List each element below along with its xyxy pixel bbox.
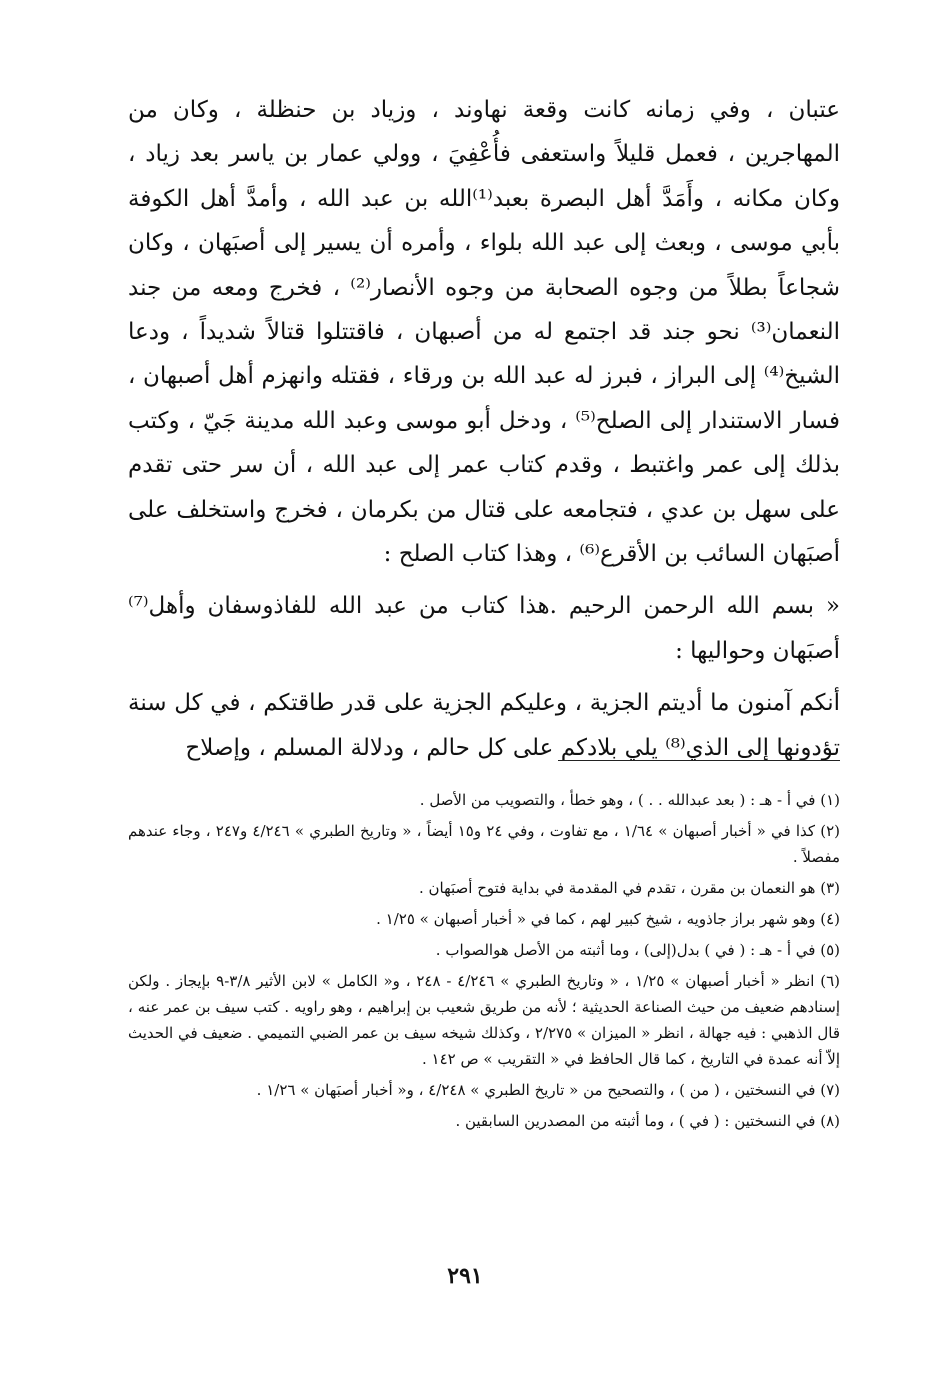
- footnote-5: (٥) في أ - هـ : ( في ) بدل(إلى) ، وما أثبته من الأصل هوالصواب .: [435, 941, 840, 959]
- footnote-7: (٧) في النسختين ، ( من ) ، والتصحيح من « تاريخ الطبري » ٤/٢٤٨ ، و« أخبار أصبَهان » ١/٢٦ .: [256, 1081, 840, 1099]
- footnotes: [128, 787, 840, 1139]
- footnote-6: (٦) انظر « أخبار أصبهان » ١/٢٥ ، « وتاريخ الطبري » ٤/٢٤٦ - ٢٤٨ ، و« الكامل » لابن الأثير ٣/٨-٩ بإيجاز . ولكن إسنادهم ضعيف من حيث الصناعة الحديثية ؛ لأنه من طريق شعيب بن إبراهيم ، وهو راويه . كتب سيف بن عمر عنه ، قال الذهبي : فيه جهالة ، انظر « الميزان » ٢/٢٧٥ ، وكذلك شيخه سيف بن عمر الضبي التميمي . ضعيف في الحديث إلاّ أنه عمدة في التاريخ ، كما قال الحافظ في « التقريب » ص ١٤٢ .: [128, 972, 841, 1068]
- letter-body: أنكم آمنون ما أديتم الجزية ، وعليكم الجزية على قدر طاقتكم ، في كل سنة تؤدونها إلى الذي⁽⁸⁾ يلي بلادكم على كل حالم ، ودلالة المسلم ، وإصلاح: [128, 690, 840, 761]
- letter-opening: « بسم الله الرحمن الرحيم .هذا كتاب من عبد الله للفاذوسفان وأهل⁽⁷⁾ أصبَهان وحواليها :: [128, 593, 840, 664]
- main-paragraph: عتبان ، وفي زمانه كانت وقعة نهاوند ، وزياد بن حنظلة ، وكان من المهاجرين ، فعمل قليلاً واستعفى فأُعْفِيَ ، وولي عمار بن ياسر بعد زياد ، وكان مكانه ، وأَمَدَّ أهل البصرة بعبد⁽¹⁾الله بن عبد الله ، وأمدَّ أهل الكوفة بأبي موسى ، وبعث إلى عبد الله بلواء ، وأمره أن يسير إلى أصبَهان ، وكان شجاعاً بطلاً من وجوه الصحابة من وجوه الأنصار⁽²⁾ ، فخرج ومعه من جند النعمان⁽³⁾ نحو جند قد اجتمع له من أصبهان ، فاقتتلوا قتالاً شديداً ، ودعا الشيخ⁽⁴⁾ إلى البراز ، فبرز له عبد الله بن ورقاء ، فقتله وانهزم أهل أصبهان ، فسار الاستندار إلى الصلح⁽⁵⁾ ، ودخل أبو موسى وعبد الله مدينة جَيّ ، وكتب بذلك إلى عمر واغتبط ، وقدم كتاب عمر إلى عبد الله ، أن سر حتى تقدم على سهل بن عدي ، فتجامعه على قتال من بكرمان ، فخرج واستخلف على أصبَهان السائب بن الأقرع⁽⁶⁾ ، وهذا كتاب الصلح :: [128, 97, 841, 568]
- body-text: [128, 88, 840, 770]
- footnote-3: (٣) هو النعمان بن مقرن ، تقدم في المقدمة في بداية فتوح أصبَهان .: [418, 879, 840, 897]
- footnote-8: (٨) في النسختين : ( في ) ، وما أثبته من المصدرين السابقين .: [455, 1112, 840, 1130]
- footnote-divider: [558, 760, 840, 761]
- page-number: ٢٩١: [447, 1263, 483, 1289]
- footnote-1: (١) في أ - هـ : ( بعد عبدالله . . ) ، وهو خطأ ، والتصويب من الأصل .: [419, 791, 840, 809]
- footnote-4: (٤) وهو شهر براز جاذويه ، شيخ كبير لهم ، كما في « أخبار أصبهان » ١/٢٥ .: [376, 910, 840, 928]
- footnote-2: (٢) كذا في « أخبار أصبهان » ١/٦٤ ، مع تفاوت ، وفي ٢٤ و١٥ أيضاً ، « وتاريخ الطبري » ٤/٢٤٦ و٢٤٧ ، وجاء عندهم مفصلاً .: [128, 822, 841, 866]
- main-text-block: [128, 88, 840, 770]
